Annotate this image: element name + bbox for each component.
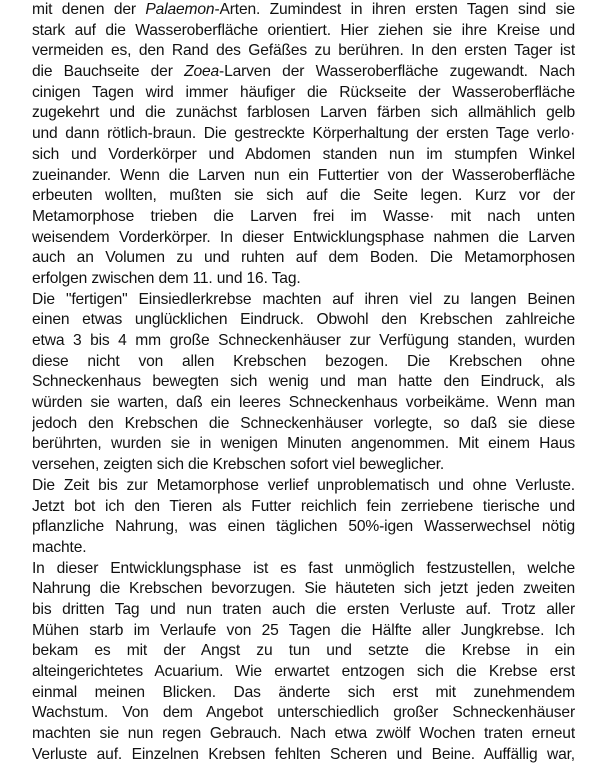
text-run: erfolgen zwischen dem 11. und 16. Tag. <box>32 269 301 287</box>
text-line <box>32 83 575 104</box>
text-line <box>32 600 575 621</box>
text-line <box>32 641 575 662</box>
text-line <box>32 455 575 476</box>
text-run: Schneckenhaus bewegten sich wenig und man hatte den Eindruck, als <box>32 373 575 391</box>
text-run: etwa 3 bis 4 mm große Schneckenhäuser zur Verfügung standen, wurden <box>32 332 575 349</box>
text-run: Die "fertigen" Einsiedlerkrebse machten auf ihren viel zu langen Beinen <box>32 290 575 308</box>
text-run: versehen, zeigten sich die Krebschen sofort viel beweglicher. <box>32 456 445 474</box>
text-line <box>32 186 575 207</box>
text-line <box>32 145 575 166</box>
text-run: weisendem Vorderkörper. In dieser Entwicklungsphase nahmen die Larven <box>32 228 575 246</box>
text-line <box>32 579 575 600</box>
text-line <box>32 621 575 642</box>
text-line <box>32 476 575 497</box>
text-line <box>32 703 575 724</box>
text-run: bekam es mit der Angst zu tun und setzte die Krebse in ein <box>32 642 575 660</box>
text-line <box>32 269 575 290</box>
text-line <box>32 310 575 331</box>
text-line <box>32 41 575 62</box>
text-line <box>32 103 575 124</box>
text-run: Mühen starb im Verlaufe von 25 Tagen die Hälfte aller Jungkrebse. Ich <box>32 621 575 639</box>
text-line <box>32 559 575 580</box>
text-run: vermeiden es, den Rand des Gefäßes zu berühren. In den ersten Tager ist <box>32 42 575 60</box>
text-line <box>32 745 575 765</box>
text-run: einmal meinen Blicken. Das änderte sich erst mit zunehmendem <box>32 683 575 701</box>
text-line <box>32 393 575 414</box>
text-run: Nahrung die Krebschen bevorzugen. Sie häuteten sich jetzt jeden zweiten <box>32 580 575 598</box>
text-run: erbeuten wollten, mußten sie sich auf die Seite legen. Kurz vor der <box>32 187 575 205</box>
text-run: machte. <box>32 538 87 556</box>
text-run: diese nicht von allen Krebschen bezogen. Die Krebschen ohne <box>32 352 575 370</box>
text-line <box>32 0 575 21</box>
document-page <box>32 0 575 765</box>
text-run: einen etwas unglücklichen Eindruck. Obwohl den Krebschen zahlreiche <box>32 311 575 329</box>
text-run: sich und Vorderkörper und Abdomen standen nun im stumpfen Winkel <box>32 145 575 163</box>
text-run: stark auf die Wasseroberfläche orientiert. Hier ziehen sie ihre Kreise und <box>32 21 575 39</box>
text-line <box>32 248 575 269</box>
text-run: cinigen Tagen wird immer häufiger die Rückseite der Wasseroberfläche <box>32 83 575 101</box>
text-run: Verluste auf. Einzelnen Krebsen fehlten Scheren und Beine. Auffällig war, <box>32 745 575 763</box>
italic-taxon-name: Palaemon <box>145 1 215 18</box>
text-run: machten sie nun regen Gebrauch. Nach etwa zwölf Wochen traten erneut <box>32 725 575 743</box>
text-run: jedoch den Krebschen die Schneckenhäuser vorlegte, so daß sie diese <box>32 414 575 432</box>
text-line <box>32 124 575 145</box>
text-line <box>32 434 575 455</box>
text-line <box>32 538 575 559</box>
text-run: Die Zeit bis zur Metamorphose verlief unproblematisch und ohne Verluste. <box>32 476 575 494</box>
text-run: mit denen der <box>32 1 146 18</box>
text-run: Jetzt bot ich den Tieren als Futter reichlich fein zerriebene tierische und <box>32 497 575 515</box>
text-run: -Arten. Zumindest in ihren ersten Tagen sind sie <box>214 1 575 18</box>
text-line <box>32 352 575 373</box>
text-line <box>32 290 575 311</box>
italic-taxon-name: Zoea <box>184 63 220 81</box>
text-line <box>32 331 575 352</box>
text-line <box>32 414 575 435</box>
text-line <box>32 62 575 83</box>
text-line <box>32 372 575 393</box>
text-line <box>32 21 575 42</box>
text-run: Wachstum. Von dem Angebot unterschiedlich großer Schneckenhäuser <box>32 704 575 722</box>
text-run: pflanzliche Nahrung, was einen täglichen 50%-igen Wasserwechsel nötig <box>32 518 575 536</box>
text-run: berührten, wurden sie in wenigen Minuten angenommen. Mit einem Haus <box>32 435 575 453</box>
text-line <box>32 724 575 745</box>
text-run: die Bauchseite der <box>32 63 185 81</box>
text-run: und dann rötlich-braun. Die gestreckte Körperhaltung der ersten Tage verlo· <box>32 125 575 143</box>
text-line <box>32 517 575 538</box>
text-run: In dieser Entwicklungsphase ist es fast unmöglich festzustellen, welche <box>32 559 575 577</box>
text-line <box>32 497 575 518</box>
text-run: auch an Volumen zu und ruhten auf dem Boden. Die Metamorphosen <box>32 249 575 267</box>
text-line <box>32 166 575 187</box>
text-line <box>32 662 575 683</box>
text-run: würden sie warten, daß ein leeres Schneckenhaus vorbeikäme. Wenn man <box>32 394 575 412</box>
text-run: alteingerichtetes Acuarium. Wie erwartet entzogen sich die Krebse erst <box>32 663 575 680</box>
text-run: Metamorphose trieben die Larven frei im Wasse· mit nach unten <box>32 207 575 225</box>
text-line <box>32 207 575 228</box>
text-line <box>32 228 575 249</box>
text-line <box>32 683 575 704</box>
text-run: zueinander. Wenn die Larven nun ein Futtertier von der Wasseroberfläche <box>32 166 575 184</box>
text-run: -Larven der Wasseroberfläche zugewandt. Nach <box>219 63 575 81</box>
text-run: bis dritten Tag und nun traten auch die ersten Verluste auf. Trotz aller <box>32 600 575 618</box>
text-run: zugekehrt und die zunächst farblosen Larven färben sich allmählich gelb <box>32 104 575 122</box>
